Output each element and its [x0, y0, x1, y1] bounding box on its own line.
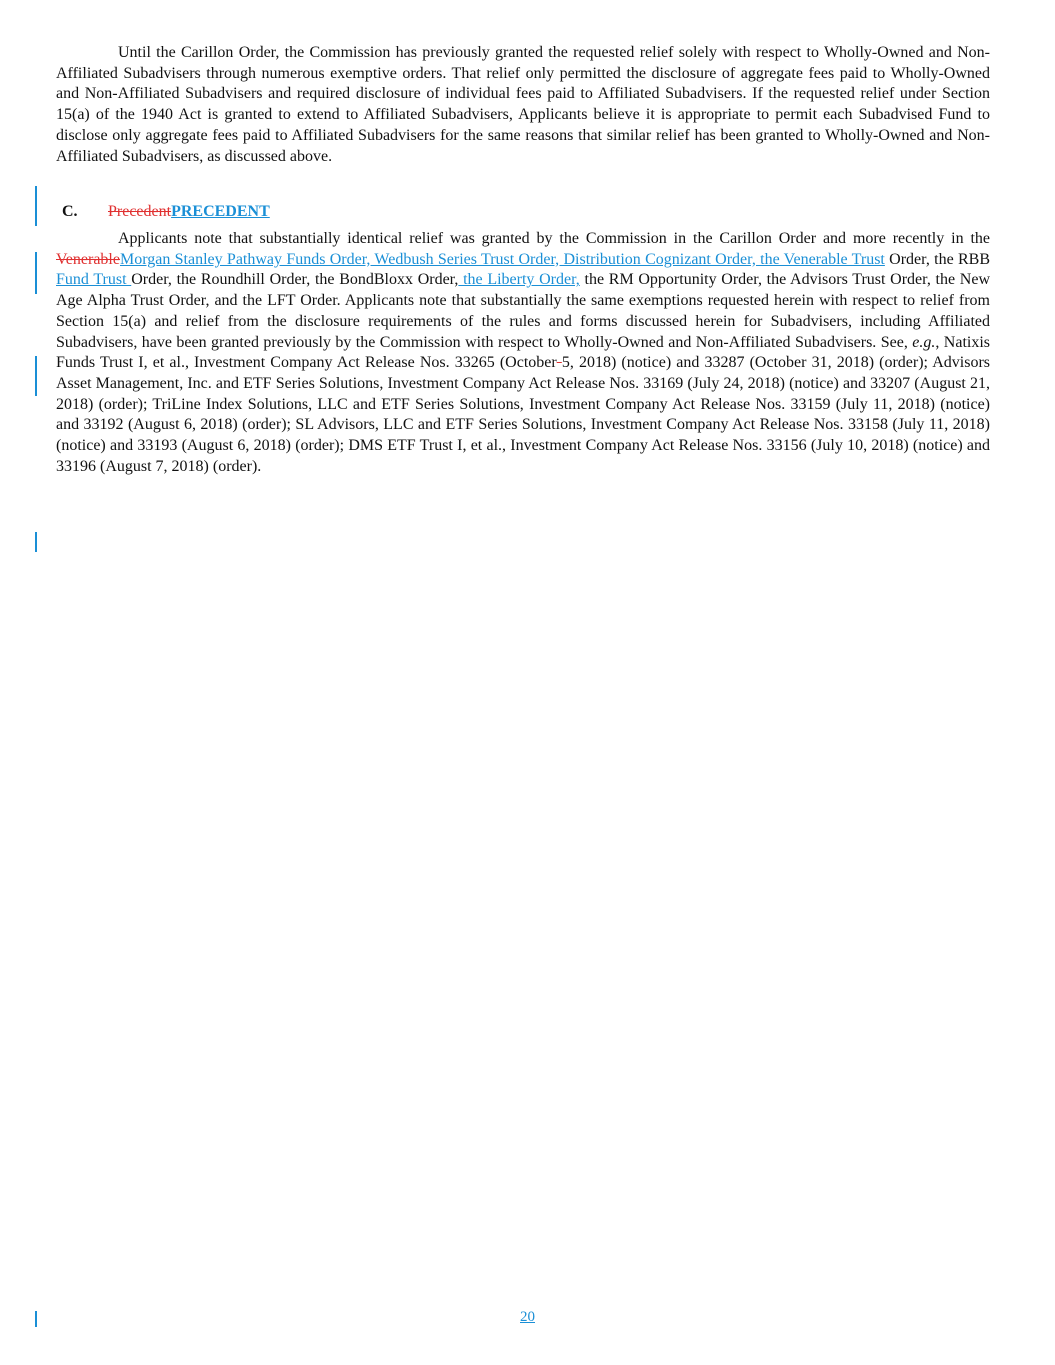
change-bar [35, 356, 37, 396]
page-number: 20 [520, 1309, 535, 1325]
inserted-title: PRECEDENT [171, 203, 270, 220]
change-bar [35, 252, 37, 294]
text-run: , Natixis Funds Trust I, et al., Investment Company Act Release Nos. 33265 (October [56, 333, 991, 372]
change-bar [35, 186, 37, 226]
inserted-text: the Liberty Order, [458, 271, 580, 289]
italic-text: e.g. [912, 333, 936, 351]
text-run: Applicants note that substantially identical relief was granted by the Commission in the Carillon Order and more recently in the [118, 230, 990, 247]
change-bar [35, 532, 37, 552]
section-number: C. [62, 203, 78, 220]
inserted-text: Fund Trust [56, 271, 132, 289]
section-heading-c [62, 203, 270, 221]
deleted-text: Venerable [56, 250, 120, 268]
text-run: Order, the Roundhill Order, the BondBloxx Order, [131, 271, 459, 289]
paragraph-precedent [56, 229, 990, 477]
inserted-text: Morgan Stanley Pathway Funds Order, Wedbush Series Trust Order, Distribution Cognizant Order, the Venerable Trust [119, 250, 885, 268]
paragraph-carillon: Until the Carillon Order, the Commission has previously granted the requested relief solely with respect to Wholly-Owned and Non-Affiliated Subadvisers through numerous exemptive orders. That relief only permitted the disclosure of aggregate fees paid to Wholly-Owned and Non-Affiliated Subadvisers and required disclosure of individual fees paid to Affiliated Subadvisers. If the requested relief under Section 15(a) of the 1940 Act is granted to extend to Affiliated Subadvisers, Applicants believe it is appropriate to permit each Subadvised Fund to disclose only aggregate fees paid to Affiliated Subadvisers for the same reasons that similar relief has been granted to Wholly-Owned and Non-Affiliated Subadvisers, as discussed above. [56, 44, 990, 165]
text-run: the RM Opportunity Order, the Advisors Trust Order, the New Age Alpha Trust Order, and the LFT Order. Applicants note that substantially the same exemptions requested herein with respect to relief from Section 15(a) and relief from the disclosure requirements of the rules and forms discussed herein for Subadvisers, including Affiliated Subadvisers, have been granted previously by the Commission with respect to Wholly-Owned and Non-Affiliated Subadvisers. See, [56, 271, 990, 351]
page-footer [0, 1309, 1055, 1326]
text-run: 5, 2018) (notice) and 33287 (October 31, 2018) (order); Advisors Asset Management, Inc. and ETF Series Solutions, Investment Company Act Release Nos. 33169 (July 24, 2018) (notice) and 33207 (August 21, 2018) (order); TriLine Index Solutions, LLC and ETF Series Solutions, Investment Company Act Release Nos. 33159 (July 11, 2018) (notice) and 33192 (August 6, 2018) (order); SL Advisors, LLC and ETF Series Solutions, Investment Company Act Release Nos. 33158 (July 11, 2018) (notice) and 33193 (August 6, 2018) (order); DMS ETF Trust I, et al., Investment Company Act Release Nos. 33156 (July 10, 2018) (notice) and 33196 (August 7, 2018) (order). [56, 354, 991, 475]
text-run: Order, the RBB [884, 250, 991, 268]
deleted-title: Precedent [108, 203, 172, 220]
